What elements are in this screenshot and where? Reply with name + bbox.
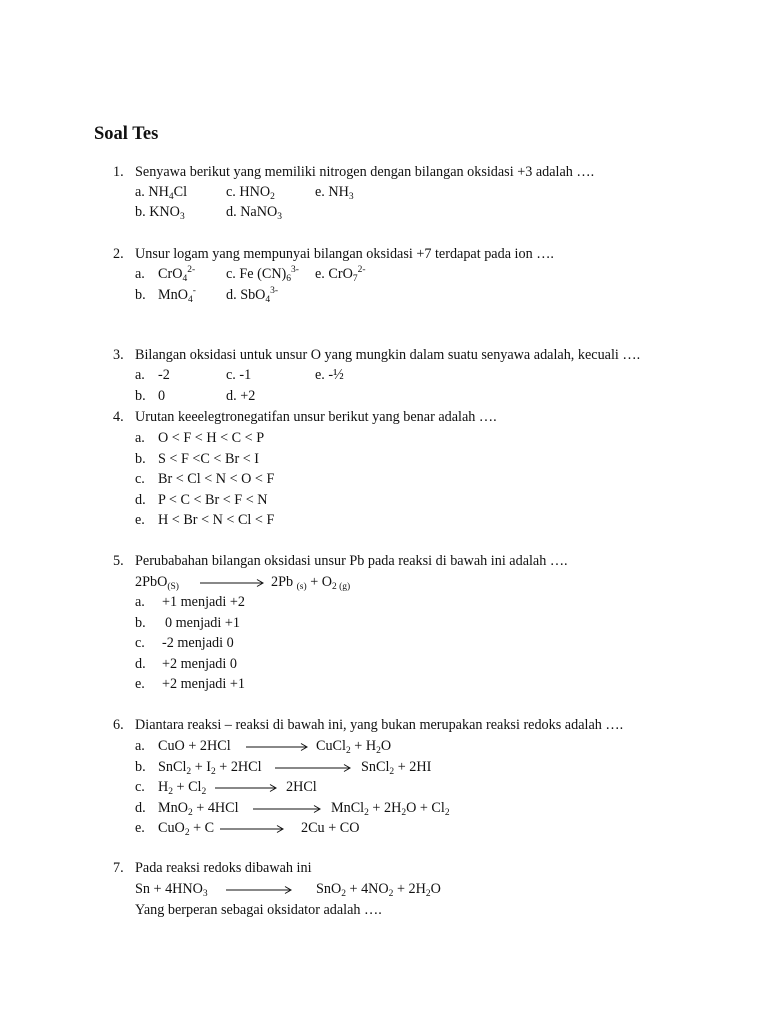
reaction-arrow xyxy=(226,879,292,899)
text-run: + Cl xyxy=(173,779,202,796)
reactants xyxy=(158,798,239,818)
text-run: O xyxy=(430,881,441,897)
reaction-arrow xyxy=(275,757,351,777)
option-letter xyxy=(135,510,145,530)
text-run: + 2HI xyxy=(394,758,432,775)
text-run: e. -½ xyxy=(315,367,344,383)
reaction-arrow xyxy=(220,818,284,838)
option xyxy=(162,633,234,653)
text-run: + 4NO xyxy=(345,881,389,897)
products xyxy=(271,572,350,592)
subscript: 2 xyxy=(341,889,346,899)
reactants xyxy=(158,818,214,838)
option xyxy=(226,386,255,406)
text-run: d. xyxy=(135,491,146,508)
subscript: 2 xyxy=(186,766,192,777)
reaction-equation xyxy=(0,572,768,592)
option-letter: c. xyxy=(135,779,145,796)
option-row xyxy=(0,202,768,222)
subscript: (s) xyxy=(296,582,307,592)
subscript: 6 xyxy=(286,274,292,284)
reaction-arrow xyxy=(253,798,321,818)
option-row xyxy=(0,264,768,284)
text-run: + O xyxy=(306,574,332,590)
reaction-option xyxy=(0,798,768,818)
text-run: b. xyxy=(135,388,146,404)
option xyxy=(226,182,275,202)
text-run: MnCl xyxy=(331,799,365,816)
text-run: b. xyxy=(135,450,146,467)
text-run: a. xyxy=(135,594,145,610)
option xyxy=(315,264,366,284)
option xyxy=(158,449,259,469)
text-run: a. NH xyxy=(135,184,169,200)
subscript: 4 xyxy=(187,295,193,305)
subscript: 2 xyxy=(187,807,193,818)
option-row xyxy=(0,674,768,694)
text-run: e. xyxy=(135,512,145,528)
question-3 xyxy=(0,345,768,365)
option xyxy=(158,264,195,284)
text-run: +2 menjadi 0 xyxy=(162,655,237,672)
superscript: 3- xyxy=(270,286,279,296)
page-title: Soal Tes xyxy=(94,124,159,144)
subscript: 2 xyxy=(168,787,173,798)
option-row xyxy=(0,633,768,653)
option-letter xyxy=(135,469,145,489)
option xyxy=(135,202,185,222)
option-letter xyxy=(135,449,146,469)
question-stem: Pada reaksi redoks dibawah ini xyxy=(135,860,312,876)
question-stem: Yang berperan sebagai oksidator adalah …. xyxy=(135,902,382,918)
text-run: 2Pb xyxy=(271,574,297,590)
reaction-option xyxy=(0,818,768,838)
option-row xyxy=(0,654,768,674)
reaction-equation xyxy=(0,879,768,899)
option-letter xyxy=(135,428,145,448)
text-run: d. NaNO xyxy=(226,204,278,220)
question-5 xyxy=(0,551,768,571)
question-2 xyxy=(0,244,768,264)
question-4 xyxy=(0,407,768,427)
text-run: Sn + 4HNO xyxy=(135,881,203,897)
option-row xyxy=(0,449,768,469)
subscript: 2 xyxy=(388,889,394,899)
text-run: Br < Cl < N < O < F xyxy=(158,471,275,487)
reactants xyxy=(135,572,179,592)
text-run: + 4HCl xyxy=(192,799,239,816)
option-letter xyxy=(135,592,145,612)
text-run: +2 menjadi +1 xyxy=(162,676,245,693)
question-7 xyxy=(0,858,768,878)
products xyxy=(286,777,317,797)
text-run: b. xyxy=(135,287,146,303)
option-letter xyxy=(135,285,146,305)
text-run: + 2H xyxy=(368,799,402,816)
option-letter xyxy=(135,386,146,406)
question-number: 6. xyxy=(113,717,124,733)
subscript: (S) xyxy=(167,582,179,592)
reactants xyxy=(135,879,208,899)
text-run: -2 menjadi 0 xyxy=(162,635,234,652)
reaction-option xyxy=(0,757,768,777)
option xyxy=(162,592,245,612)
text-run: c. -1 xyxy=(226,367,252,383)
text-run: c. Fe (CN) xyxy=(226,266,287,282)
subscript: 2 xyxy=(401,807,407,818)
question-stem: Diantara reaksi – reaksi di bawah ini, yang bukan merupakan reaksi redoks adalah …. xyxy=(135,717,624,733)
question-stem: Urutan keeelegtronegatifan unsur berikut yang benar adalah …. xyxy=(135,409,497,425)
text-run: SnO xyxy=(316,881,342,897)
text-run: e. CrO xyxy=(315,266,353,282)
subscript: 2 xyxy=(389,766,395,777)
subscript: 4 xyxy=(182,274,188,284)
option-row xyxy=(0,365,768,385)
option-row xyxy=(0,592,768,612)
option-letter xyxy=(135,264,145,284)
option xyxy=(315,365,344,385)
text-run: c. xyxy=(135,471,145,487)
reactants xyxy=(158,777,206,797)
text-run: P < C < Br < F < N xyxy=(158,491,268,508)
question-number: 2. xyxy=(113,246,124,262)
option-row xyxy=(0,469,768,489)
option xyxy=(158,386,165,406)
question-stem: Unsur logam yang mempunyai bilangan oksidasi +7 terdapat pada ion …. xyxy=(135,246,554,262)
subscript: 2 (g) xyxy=(332,582,351,592)
subscript: 2 xyxy=(184,828,190,839)
text-run: e. NH xyxy=(315,184,349,200)
text-run: e. xyxy=(135,676,145,693)
text-run: CrO xyxy=(158,266,183,282)
text-run: a. xyxy=(135,266,145,282)
question-stem: Perubabahan bilangan oksidasi unsur Pb pada reaksi di bawah ini adalah …. xyxy=(135,553,568,569)
subscript: 3 xyxy=(179,212,185,222)
question-stem: Senyawa berikut yang memiliki nitrogen dengan bilangan oksidasi +3 adalah …. xyxy=(135,164,595,180)
reactants xyxy=(158,757,262,777)
option xyxy=(162,674,245,694)
option xyxy=(158,490,268,510)
subscript: 2 xyxy=(210,766,216,777)
text-run: + I xyxy=(191,758,211,775)
question-number: 5. xyxy=(113,553,124,569)
option xyxy=(226,202,282,222)
products xyxy=(316,879,441,899)
subscript: 2 xyxy=(345,746,351,756)
reaction-arrow xyxy=(215,777,277,797)
products xyxy=(301,818,359,838)
option xyxy=(158,428,264,448)
text-run: c. HNO xyxy=(226,184,271,200)
text-run: 2HCl xyxy=(286,779,317,796)
subscript: 2 xyxy=(376,746,381,756)
text-run: O < F < H < C < P xyxy=(158,430,265,446)
text-run: Cl xyxy=(173,184,188,200)
option-row xyxy=(0,428,768,448)
text-run: MnO xyxy=(158,799,188,816)
option-row xyxy=(0,490,768,510)
text-run: -2 xyxy=(158,367,170,383)
option-letter xyxy=(135,674,145,694)
superscript: 3- xyxy=(291,265,299,275)
option-letter xyxy=(135,490,146,510)
option-letter xyxy=(135,633,145,653)
subscript: 2 xyxy=(425,889,431,899)
option-row xyxy=(0,386,768,406)
question-number: 7. xyxy=(113,860,124,876)
subscript: 2 xyxy=(364,807,369,818)
option xyxy=(158,285,196,305)
question-number: 4. xyxy=(113,409,124,425)
option xyxy=(135,182,187,202)
text-run: c. xyxy=(135,635,145,652)
text-run: a. xyxy=(135,430,145,446)
option-letter: d. xyxy=(135,799,146,816)
question-followup xyxy=(0,900,768,920)
text-run: +1 menjadi +2 xyxy=(162,594,245,610)
option-row xyxy=(0,510,768,530)
question-stem: Bilangan oksidasi untuk unsur O yang mungkin dalam suatu senyawa adalah, kecuali …. xyxy=(135,347,641,363)
option-row xyxy=(0,182,768,202)
text-run: 2Cu + CO xyxy=(301,820,360,837)
products xyxy=(361,757,431,777)
text-run: H xyxy=(158,779,169,796)
text-run: b. xyxy=(135,614,146,631)
reaction-arrow xyxy=(200,572,264,592)
option-letter xyxy=(135,365,145,385)
text-run: CuO xyxy=(158,820,185,837)
option xyxy=(158,510,274,530)
subscript: 2 xyxy=(444,807,450,818)
subscript: 2 xyxy=(201,787,207,798)
text-run: CuCl xyxy=(316,738,346,754)
products xyxy=(316,736,391,756)
reaction-option xyxy=(0,736,768,756)
text-run: + 2H xyxy=(393,881,426,897)
text-run: O + Cl xyxy=(406,799,445,816)
subscript: 4 xyxy=(168,192,174,202)
text-run: d. SbO xyxy=(226,287,266,303)
question-1 xyxy=(0,162,768,182)
reaction-arrow xyxy=(246,736,308,756)
subscript: 3 xyxy=(348,192,354,202)
text-run: + C xyxy=(189,820,215,837)
text-run: 2PbO xyxy=(135,574,168,590)
option xyxy=(226,264,299,284)
text-run: S < F <C < Br < I xyxy=(158,450,259,467)
subscript: 2 xyxy=(270,192,275,202)
option xyxy=(315,182,354,202)
text-run: CuO + 2HCl xyxy=(158,738,231,754)
option-letter xyxy=(135,613,146,633)
text-run: MnO xyxy=(158,287,188,303)
text-run: d. xyxy=(135,655,146,672)
reactants xyxy=(158,736,231,756)
option-letter: b. xyxy=(135,758,146,775)
superscript: 2- xyxy=(187,265,196,275)
subscript: 4 xyxy=(265,295,271,305)
option xyxy=(165,613,240,633)
option xyxy=(226,365,251,385)
subscript: 3 xyxy=(202,889,208,899)
reaction-option xyxy=(0,777,768,797)
text-run: SnCl xyxy=(158,758,187,775)
option-letter: a. xyxy=(135,738,145,754)
text-run: 0 menjadi +1 xyxy=(165,614,240,631)
products xyxy=(331,798,450,818)
superscript: - xyxy=(192,286,196,296)
text-run: + H xyxy=(350,738,377,754)
question-number: 1. xyxy=(113,164,124,180)
option-letter: e. xyxy=(135,820,145,837)
superscript: 2- xyxy=(357,265,366,275)
text-run: b. KNO xyxy=(135,204,180,220)
text-run: H < Br < N < Cl < F xyxy=(158,512,275,528)
option xyxy=(158,469,274,489)
option-row xyxy=(0,285,768,305)
option xyxy=(158,365,170,385)
option-letter xyxy=(135,654,146,674)
option xyxy=(226,285,278,305)
option-row xyxy=(0,613,768,633)
option xyxy=(162,654,237,674)
text-run: + 2HCl xyxy=(215,758,262,775)
question-6 xyxy=(0,715,768,735)
subscript: 3 xyxy=(277,212,282,222)
text-run: d. +2 xyxy=(226,388,256,404)
text-run: a. xyxy=(135,367,145,383)
subscript: 7 xyxy=(352,274,358,284)
question-number: 3. xyxy=(113,347,124,363)
text-run: SnCl xyxy=(361,758,390,775)
text-run: 0 xyxy=(158,388,166,404)
text-run: O xyxy=(380,738,392,754)
